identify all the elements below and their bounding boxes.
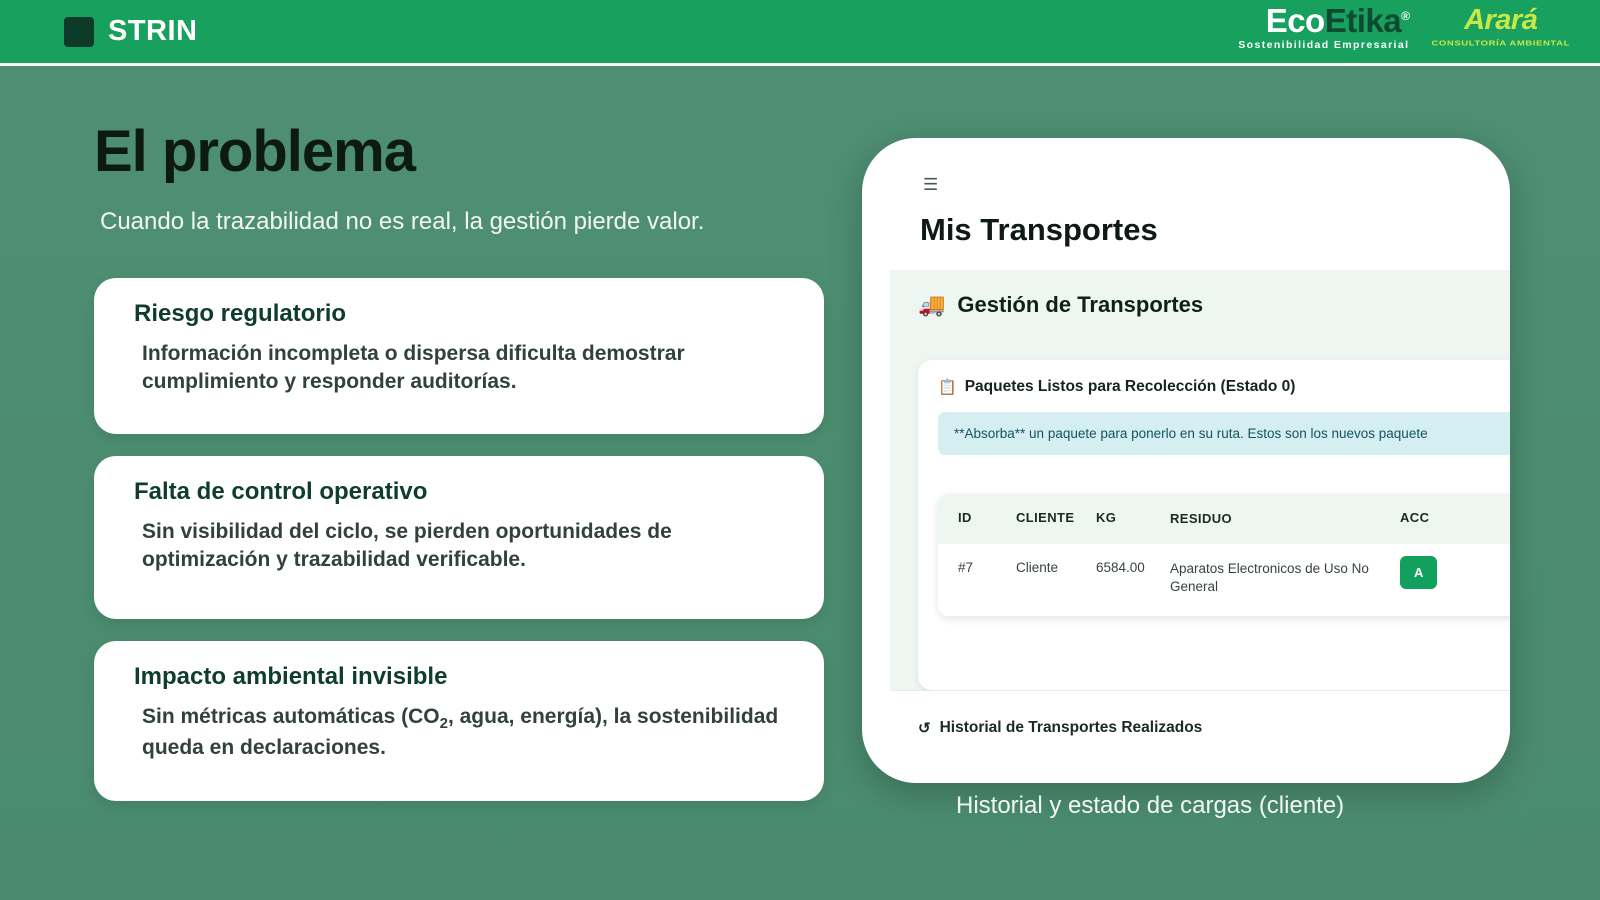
card-body-subscript: 2 [439, 715, 448, 733]
card-body: Información incompleta o dispersa dificulta demostrar cumplimiento y responder auditorías. [142, 342, 685, 393]
info-alert: **Absorba** un paquete para ponerlo en su ruta. Estos son los nuevos paquete [938, 412, 1510, 455]
ecoetika-wordmark [1238, 4, 1409, 37]
page-subtitle: Cuando la trazabilidad no es real, la gestión pierde valor. [100, 208, 705, 235]
history-clock-icon: ↺ [918, 719, 931, 737]
card-title: Riesgo regulatorio [134, 300, 347, 327]
table-header-row [938, 494, 1510, 544]
card-body-post: , agua, energía), la sostenibilidad queda en declaraciones. [142, 705, 779, 759]
absorb-button[interactable]: A [1400, 556, 1437, 589]
history-title: Historial de Transportes Realizados [939, 718, 1203, 736]
clipboard-icon: 📋 [938, 379, 957, 396]
brand-right [1238, 4, 1570, 51]
ecoetika-name-part1: Eco [1265, 2, 1325, 39]
ecoetika-tagline: Sostenibilidad Empresarial [1238, 39, 1410, 51]
column-header-id: ID [958, 510, 972, 525]
card-body-pre: Sin métricas automáticas (CO [142, 705, 440, 728]
section-header [890, 270, 1510, 318]
cell-residuo: Aparatos Electronicos de Uso No General [1170, 560, 1369, 594]
app-screen [890, 164, 1510, 764]
column-header-residuo: RESIDUO [1170, 511, 1233, 526]
arara-tagline: CONSULTORÍA AMBIENTAL [1431, 39, 1570, 48]
problem-card-regulatory [94, 278, 824, 434]
square-logo-icon [64, 17, 94, 47]
top-bar [0, 0, 1600, 66]
card-title: Impacto ambiental invisible [134, 663, 448, 690]
cell-cliente: Cliente [1016, 559, 1059, 575]
page-title: El problema [94, 119, 415, 184]
registered-mark-icon: ® [1401, 9, 1410, 23]
packages-table [938, 494, 1510, 617]
cell-kg: 6584.00 [1096, 559, 1145, 575]
problem-card-environmental [94, 641, 824, 801]
column-header-acciones: ACC [1400, 510, 1430, 525]
mockup-caption: Historial y estado de cargas (cliente) [956, 792, 1345, 819]
panel-header [918, 360, 1510, 396]
cell-id: #7 [958, 559, 974, 575]
ecoetika-name-part2: Etika [1324, 2, 1402, 39]
card-body: Sin visibilidad del ciclo, se pierden oportunidades de optimización y trazabilidad verificable. [142, 520, 672, 571]
ecoetika-logo [1238, 4, 1409, 51]
pending-packages-panel [918, 360, 1510, 690]
brand-name: STRIN [108, 15, 198, 47]
card-body [134, 703, 784, 762]
card-title: Falta de control operativo [134, 478, 428, 505]
arara-wordmark: Arará [1464, 4, 1538, 36]
hamburger-menu-icon[interactable]: ☰ [923, 175, 939, 194]
problem-card-operational [94, 456, 824, 619]
column-header-cliente: CLIENTE [1016, 510, 1075, 525]
app-title: Mis Transportes [920, 212, 1158, 247]
history-section[interactable] [890, 690, 1510, 764]
app-body [890, 270, 1510, 764]
section-title: Gestión de Transportes [957, 292, 1204, 317]
panel-title: Paquetes Listos para Recolección (Estado 0) [964, 378, 1296, 395]
cell-action [1400, 560, 1510, 589]
app-mockup [862, 138, 1510, 783]
truck-icon: 🚚 [918, 292, 946, 317]
column-header-kg: KG [1096, 510, 1117, 525]
table-row [938, 544, 1510, 617]
arara-logo [1431, 4, 1570, 49]
brand-left [64, 15, 198, 48]
